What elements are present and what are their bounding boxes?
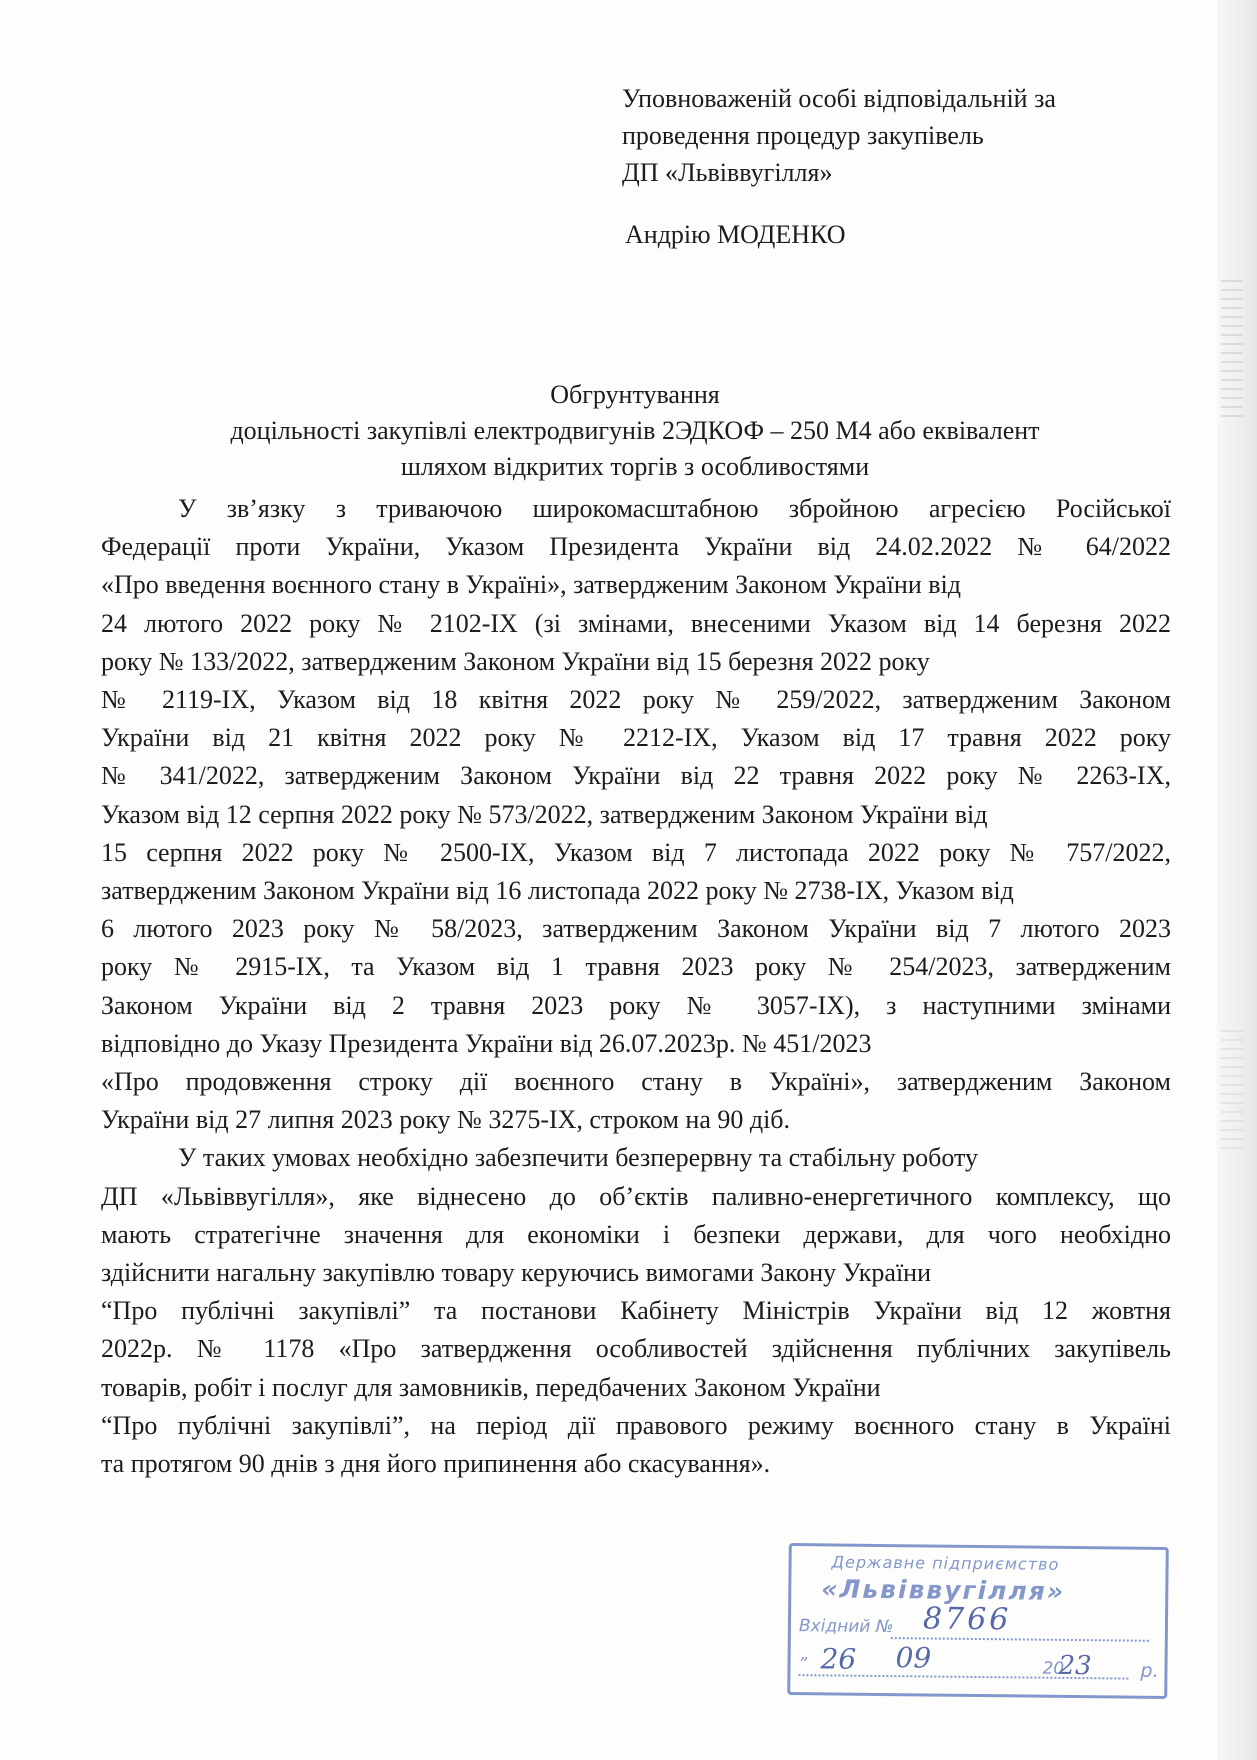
paragraph-line: 15 серпня 2022 року № 2500-IX, Указом від 7 листопада 2022 року № 757/2022, <box>101 837 1171 867</box>
paragraph-line: Законом України від 2 травня 2023 року № 3057-IX), з наступними змінами <box>101 990 1171 1020</box>
incoming-registration-stamp <box>787 1543 1169 1699</box>
paragraph-line: Федерації проти України, Указом Президента України від 24.02.2022 № 64/2022 <box>101 532 1171 562</box>
stamp-quote-mark: „ <box>800 1644 810 1665</box>
paragraph-line: та протягом 90 днів з дня його припинення або скасування». <box>101 1449 771 1479</box>
addressee-line: Уповноваженій особі відповідальній за <box>622 84 1056 113</box>
paragraph-line: року № 2915-IX, та Указом від 1 травня 2023 року № 254/2023, затвердженим <box>101 952 1171 982</box>
paragraph-line: 2022р. № 1178 «Про затвердження особливостей здійснення публічних закупівель <box>101 1334 1171 1364</box>
paragraph-line: відповідно до Указу Президента України від 26.07.2023р. № 451/2023 <box>101 1028 872 1058</box>
stamp-organization: Державне підприємство <box>831 1552 1060 1574</box>
paragraph-procurement-need <box>101 1139 1171 1483</box>
paragraph-line: України від 27 липня 2023 року № 3275-IX, строком на 90 діб. <box>101 1105 791 1135</box>
paragraph-line: Указом від 12 серпня 2022 року № 573/2022, затвердженим Законом України від <box>101 799 988 829</box>
paragraph-line: мають стратегічне значення для економіки і безпеки держави, для чого необхідно <box>101 1219 1171 1249</box>
paragraph-line: «Про продовження строку дії воєнного стану в Україні», затвердженим Законом <box>101 1067 1171 1097</box>
paragraph-line: № 2119-IX, Указом від 18 квітня 2022 року № 259/2022, затвердженим Законом <box>101 685 1171 715</box>
stamp-year-suffix: р. <box>1140 1659 1159 1682</box>
paragraph-line: товарів, робіт і послуг для замовників, передбачених Законом України <box>101 1372 881 1402</box>
paragraph-war-decrees <box>101 490 1171 1139</box>
paragraph-line: «Про введення воєнного стану в Україні», затвердженим Законом України від <box>101 570 961 600</box>
paragraph-line: № 341/2022, затвердженим Законом України від 22 травня 2022 року № 2263-IX, <box>101 761 1171 791</box>
stamp-year-prefix: 20 <box>1042 1658 1065 1679</box>
addressee-line: ДП «Львіввугілля» <box>622 158 833 187</box>
handwritten-month: 09 <box>895 1641 932 1675</box>
paragraph-line: року № 133/2022, затвердженим Законом України від 15 березня 2022 року <box>101 646 930 676</box>
scan-artifact <box>1221 280 1243 420</box>
stamp-incoming-label: Вхідний № <box>798 1616 894 1638</box>
title-line: шляхом відкритих торгів з особливостями <box>400 452 870 481</box>
addressee-block <box>622 80 1056 253</box>
paragraph-line: “Про публічні закупівлі”, на період дії правового режиму воєнного стану в Україні <box>101 1410 1171 1440</box>
title-line: Обгрунтування <box>550 380 720 409</box>
handwritten-incoming-number: 8766 <box>922 1601 1012 1638</box>
paragraph-line: ДП «Львіввугілля», яке віднесено до об’єктів паливно-енергетичного комплексу, що <box>101 1181 1171 1211</box>
paragraph-line: 24 лютого 2022 року № 2102-IX (зі змінами, внесеними Указом від 14 березня 2022 <box>101 608 1171 638</box>
paragraph-line: “Про публічні закупівлі” та постанови Кабінету Міністрів України від 12 жовтня <box>101 1296 1171 1326</box>
paragraph-line: 6 лютого 2023 року № 58/2023, затвердженим Законом України від 7 лютого 2023 <box>101 914 1171 944</box>
paragraph-line: України від 21 квітня 2022 року № 2212-IX, Указом від 17 травня 2022 року <box>101 723 1171 753</box>
addressee-name: Андрію МОДЕНКО <box>625 220 846 249</box>
handwritten-year: 23 <box>1058 1650 1092 1682</box>
paragraph-line: У таких умовах необхідно забезпечити безперервну та стабільну роботу <box>178 1143 978 1173</box>
title-line: доцільності закупівлі електродвигунів 2ЭДКОФ – 250 М4 або еквівалент <box>230 416 1040 445</box>
document-body <box>101 490 1171 1483</box>
document-title <box>100 377 1170 485</box>
paragraph-line: здійснити нагальну закупівлю товару керуючись вимогами Закону України <box>101 1258 931 1288</box>
addressee-line: проведення процедур закупівель <box>622 121 984 150</box>
scan-edge-shadow <box>1217 0 1257 1760</box>
scan-artifact <box>1221 1030 1243 1150</box>
paragraph-line: У зв’язку з триваючою широкомасштабною збройною агресією Російської <box>178 494 1171 523</box>
stamp-company-name: «Львіввугілля» <box>821 1574 1066 1606</box>
handwritten-day: 26 <box>820 1642 857 1676</box>
paragraph-line: затвердженим Законом України від 16 листопада 2022 року № 2738-IX, Указом від <box>101 876 1014 906</box>
